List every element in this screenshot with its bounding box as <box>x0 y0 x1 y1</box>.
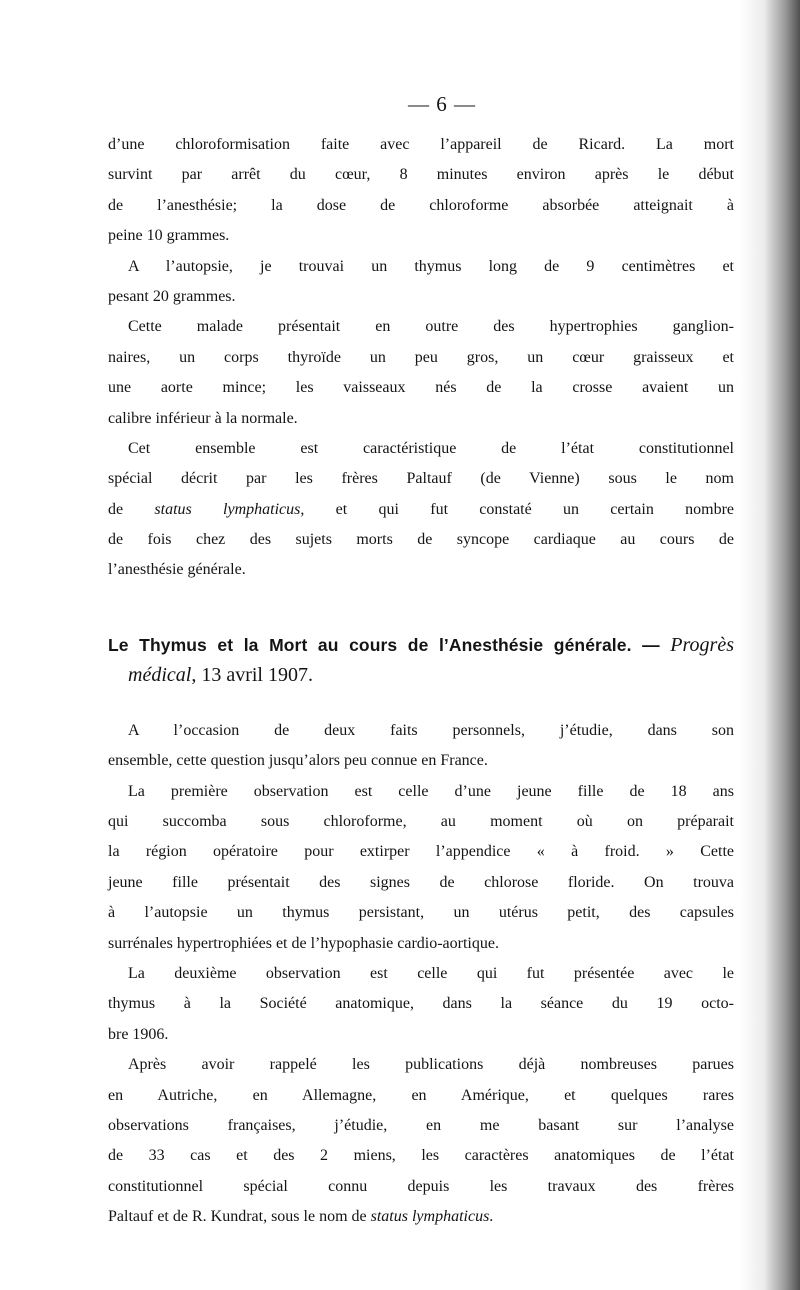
text-line: Cette malade présentait en outre des hypertrophies ganglion- <box>128 318 734 336</box>
paragraph-5 <box>108 716 734 777</box>
text-line: l’anesthésie générale. <box>108 561 246 579</box>
text-line: calibre inférieur à la normale. <box>108 409 298 427</box>
reference-title: Le Thymus et la Mort au cours de l’Anesthésie générale. — <box>108 634 660 655</box>
reference-journal: Progrès <box>670 633 734 656</box>
text-line: d’une chloroformisation faite avec l’appareil de Ricard. La mort <box>108 136 734 153</box>
document-page <box>108 88 734 1233</box>
text-line: la région opératoire pour extirper l’appendice « à froid. » Cette <box>108 843 734 861</box>
section-gap <box>108 690 734 716</box>
text-line: Après avoir rappelé les publications déjà nombreuses parues <box>128 1056 734 1074</box>
reference-line <box>108 630 734 660</box>
section-gap <box>108 586 734 630</box>
reference-journal: médical <box>128 663 192 686</box>
scan-edge-shadow <box>740 0 800 1290</box>
page-number: — 6 — <box>408 92 476 116</box>
paragraph-6 <box>108 777 734 959</box>
text-line: pesant 20 grammes. <box>108 287 236 305</box>
text-line: La première observation est celle d’une jeune fille de 18 ans <box>128 782 734 800</box>
text-line: de fois chez des sujets morts de syncope cardiaque au cours de <box>108 531 734 549</box>
text-line: en Autriche, en Allemagne, en Amérique, et quelques rares <box>108 1086 734 1104</box>
text-line: A l’occasion de deux faits personnels, j’étudie, dans son <box>128 721 734 739</box>
reference-heading <box>108 630 734 690</box>
paragraph-7 <box>108 959 734 1050</box>
text-line: constitutionnel spécial connu depuis les travaux des frères <box>108 1177 734 1195</box>
text-fragment: de <box>108 500 155 518</box>
text-line: A l’autopsie, je trouvai un thymus long de 9 centimètres et <box>128 257 734 275</box>
text-line: peine 10 grammes. <box>108 227 230 245</box>
text-line: de 33 cas et des 2 miens, les caractères anatomiques de l’état <box>108 1147 734 1165</box>
text-line: observations françaises, j’étudie, en me basant sur l’analyse <box>108 1116 734 1134</box>
text-line: survint par arrêt du cœur, 8 minutes environ après le début <box>108 166 734 184</box>
text-line <box>108 1202 734 1232</box>
text-line: bre 1906. <box>108 1025 169 1043</box>
text-line: Cet ensemble est caractéristique de l’état constitutionnel <box>128 439 734 457</box>
text-line: thymus à la Société anatomique, dans la séance du 19 octo- <box>108 995 734 1013</box>
text-line: ensemble, cette question jusqu’alors peu connue en France. <box>108 752 488 770</box>
text-fragment: . <box>489 1208 494 1226</box>
text-line <box>108 495 734 525</box>
paragraph-2 <box>108 252 734 313</box>
text-line: jeune fille présentait des signes de chlorose floride. On trouva <box>108 873 734 891</box>
text-line: naires, un corps thyroïde un peu gros, un cœur graisseux et <box>108 348 734 366</box>
text-line: qui succomba sous chloroforme, au moment où on préparait <box>108 813 734 831</box>
text-line: surrénales hypertrophiées et de l’hypophasie cardio-aortique. <box>108 934 499 952</box>
text-fragment: Paltauf et de R. Kundrat, sous le nom de <box>108 1208 371 1226</box>
paragraph-3 <box>108 312 734 434</box>
text-line: de l’anesthésie; la dose de chloroforme absorbée atteignait à <box>108 196 734 214</box>
text-fragment: , et qui fut constaté un certain nombre <box>300 500 735 518</box>
text-line: une aorte mince; les vaisseaux nés de la crosse avaient un <box>108 379 734 397</box>
reference-date: , 13 avril 1907. <box>191 663 313 686</box>
paragraph-4 <box>108 434 734 586</box>
paragraph-8 <box>108 1050 734 1232</box>
italic-term: status lymphaticus <box>154 500 301 518</box>
text-line: La deuxième observation est celle qui fut présentée avec le <box>128 964 734 982</box>
italic-term: status lymphaticus <box>370 1208 490 1226</box>
reference-line <box>108 660 734 690</box>
text-line: à l’autopsie un thymus persistant, un utérus petit, des capsules <box>108 904 734 922</box>
text-line: spécial décrit par les frères Paltauf (de Vienne) sous le nom <box>108 470 734 488</box>
paragraph-1 <box>108 130 734 252</box>
